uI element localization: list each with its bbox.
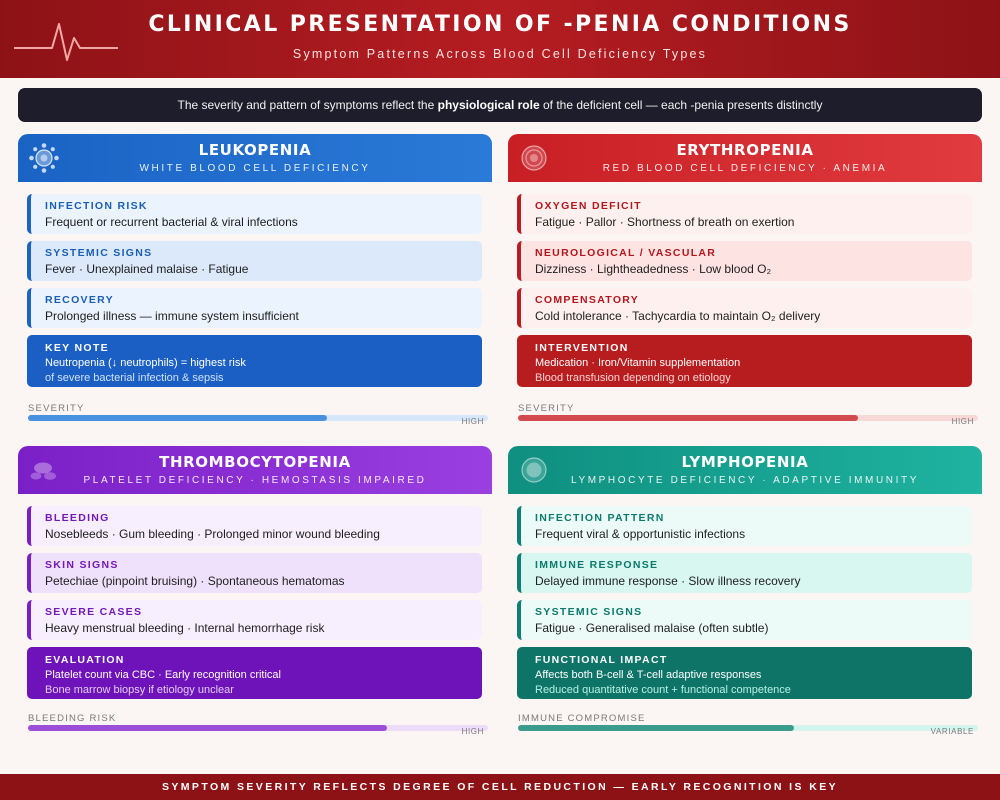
symptom-card (517, 194, 972, 234)
panel-leukopenia (18, 134, 492, 430)
panel-subtitle: WHITE BLOOD CELL DEFICIENCY (139, 163, 371, 174)
severity-level-label: HIGH (951, 417, 974, 426)
note-text-line2: of severe bacterial infection & sepsis (45, 372, 224, 384)
panel-header (508, 134, 982, 182)
symptom-card (27, 241, 482, 281)
symptom-label: OXYGEN DEFICIT (535, 200, 642, 212)
severity-bar-fill (28, 725, 387, 731)
symptom-text: Dizziness · Lightheadedness · Low blood O₂ (535, 262, 772, 276)
symptom-label: SKIN SIGNS (45, 559, 119, 571)
banner-text-end: of the deficient cell — each -penia presents distinctly (539, 98, 823, 112)
note-label: FUNCTIONAL IMPACT (535, 654, 668, 666)
symptom-card (27, 553, 482, 593)
panel-subtitle: RED BLOOD CELL DEFICIENCY · ANEMIA (602, 163, 888, 174)
page-title: CLINICAL PRESENTATION OF -PENIA CONDITIONS (148, 12, 852, 37)
symptom-text: Delayed immune response · Slow illness recovery (535, 574, 801, 588)
note-text-line2: Bone marrow biopsy if etiology unclear (45, 684, 234, 696)
banner-text-bold: physiological role (437, 98, 540, 112)
note-card (517, 335, 972, 387)
symptom-text: Frequent viral & opportunistic infections (535, 527, 746, 541)
note-text-line2: Blood transfusion depending on etiology (535, 372, 731, 384)
note-text-line1: Affects both B-cell & T-cell adaptive responses (535, 669, 762, 681)
note-text-line2: Reduced quantitative count + functional competence (535, 684, 791, 696)
symptom-label: NEUROLOGICAL / VASCULAR (535, 247, 717, 259)
symptom-text: Fatigue · Generalised malaise (often subtle) (535, 621, 769, 635)
note-text-line1: Neutropenia (↓ neutrophils) = highest risk (45, 357, 246, 369)
panel-title: LYMPHOPENIA (681, 453, 809, 471)
panel-header (18, 446, 492, 494)
symptom-card (517, 506, 972, 546)
symptom-text: Frequent or recurrent bacterial & viral infections (45, 215, 298, 229)
page-subtitle: Symptom Patterns Across Blood Cell Deficiency Types (292, 47, 708, 61)
severity-bar (28, 725, 488, 731)
severity-label: BLEEDING RISK (28, 713, 117, 724)
symptom-label: INFECTION PATTERN (535, 512, 665, 524)
severity-label: IMMUNE COMPROMISE (518, 713, 646, 724)
symptom-card (517, 553, 972, 593)
panel-subtitle: LYMPHOCYTE DEFICIENCY · ADAPTIVE IMMUNITY (571, 475, 919, 486)
symptom-text: Petechiae (pinpoint bruising) · Spontaneous hematomas (45, 574, 345, 588)
panel-thrombocytopenia (18, 446, 492, 742)
symptom-label: INFECTION RISK (45, 200, 148, 212)
page-header (0, 0, 1000, 78)
symptom-text: Fever · Unexplained malaise · Fatigue (45, 262, 249, 276)
note-label: KEY NOTE (45, 342, 109, 354)
symptom-card (517, 600, 972, 640)
panel-lymphopenia (508, 446, 982, 742)
severity-bar (518, 415, 978, 421)
note-text-line1: Platelet count via CBC · Early recognition critical (45, 669, 281, 681)
note-text-line1: Medication · Iron/Vitamin supplementation (535, 357, 741, 369)
symptom-card (27, 194, 482, 234)
banner-text-start: The severity and pattern of symptoms reflect the (177, 98, 438, 112)
severity-bar-fill (28, 415, 327, 421)
severity-level-label: HIGH (461, 727, 484, 736)
severity-label: SEVERITY (28, 403, 85, 414)
note-label: INTERVENTION (535, 342, 629, 354)
symptom-label: COMPENSATORY (535, 294, 640, 306)
symptom-label: SYSTEMIC SIGNS (535, 606, 643, 618)
panel-erythropenia (508, 134, 982, 430)
symptom-label: RECOVERY (45, 294, 114, 306)
symptom-text: Fatigue · Pallor · Shortness of breath on exertion (535, 215, 795, 229)
symptom-text: Cold intolerance · Tachycardia to maintain O₂ delivery (535, 309, 821, 323)
severity-bar (518, 725, 978, 731)
symptom-card (27, 600, 482, 640)
symptom-text: Prolonged illness — immune system insufficient (45, 309, 299, 323)
severity-bar-fill (518, 725, 794, 731)
panel-title: ERYTHROPENIA (676, 141, 814, 159)
symptom-card (27, 288, 482, 328)
symptom-card (517, 288, 972, 328)
note-card (27, 335, 482, 387)
severity-bar-fill (518, 415, 858, 421)
symptom-text: Heavy menstrual bleeding · Internal hemorrhage risk (45, 621, 325, 635)
symptom-label: BLEEDING (45, 512, 110, 524)
panel-title: THROMBOCYTOPENIA (159, 453, 351, 471)
symptom-text: Nosebleeds · Gum bleeding · Prolonged minor wound bleeding (45, 527, 380, 541)
severity-label: SEVERITY (518, 403, 575, 414)
panel-header (18, 134, 492, 182)
severity-bar (28, 415, 488, 421)
note-card (27, 647, 482, 699)
note-label: EVALUATION (45, 654, 125, 666)
panel-subtitle: PLATELET DEFICIENCY · HEMOSTASIS IMPAIRED (83, 475, 427, 486)
page-footer: SYMPTOM SEVERITY REFLECTS DEGREE OF CELL REDUCTION — EARLY RECOGNITION IS KEY (0, 774, 1000, 800)
symptom-label: IMMUNE RESPONSE (535, 559, 659, 571)
severity-level-label: HIGH (461, 417, 484, 426)
symptom-label: SYSTEMIC SIGNS (45, 247, 153, 259)
note-card (517, 647, 972, 699)
symptom-card (517, 241, 972, 281)
panel-header (508, 446, 982, 494)
symptom-label: SEVERE CASES (45, 606, 143, 618)
symptom-card (27, 506, 482, 546)
panel-title: LEUKOPENIA (198, 141, 312, 159)
severity-level-label: VARIABLE (930, 727, 974, 736)
summary-banner (18, 88, 982, 122)
